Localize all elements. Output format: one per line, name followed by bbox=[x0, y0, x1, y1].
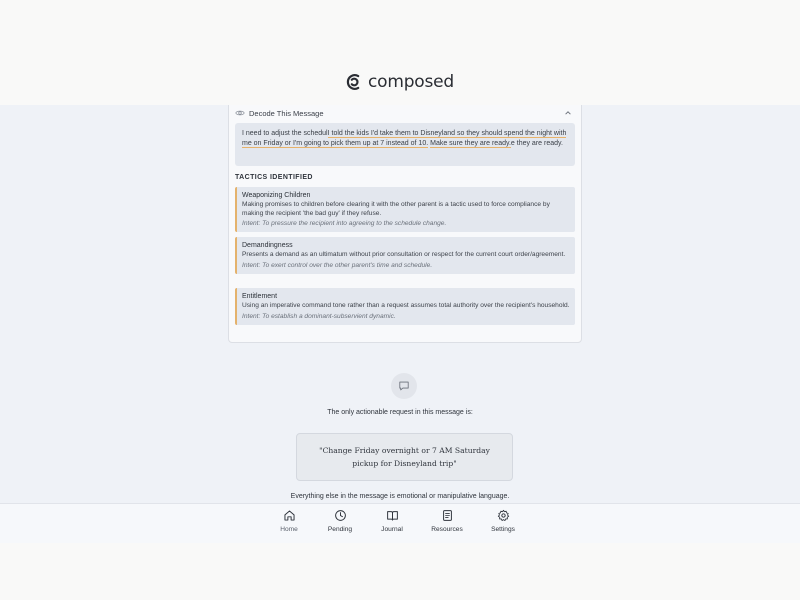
gear-icon bbox=[497, 509, 510, 522]
nav-item-journal[interactable] bbox=[367, 509, 417, 533]
home-icon bbox=[283, 509, 296, 522]
actionable-label: The only actionable request in this message is: bbox=[327, 409, 473, 416]
tactic-intent: Intent: To pressure the recipient into agreeing to the schedule change. bbox=[242, 220, 447, 227]
nav-item-pending[interactable] bbox=[315, 509, 365, 533]
tactic-intent: Intent: To exert control over the other parent's time and schedule. bbox=[242, 261, 433, 269]
clock-icon bbox=[334, 509, 347, 522]
chevron-up-icon[interactable] bbox=[564, 109, 572, 117]
page-footer-area bbox=[0, 543, 800, 600]
book-icon bbox=[386, 509, 399, 522]
tactic-description: Using an imperative command tone rather than a request assumes total authority over the recipient's household. bbox=[242, 302, 570, 309]
eye-icon bbox=[235, 108, 245, 118]
chat-bubble-badge bbox=[391, 373, 417, 399]
nav-label: Settings bbox=[491, 526, 515, 533]
document-icon bbox=[441, 509, 454, 522]
main-content[interactable] bbox=[0, 105, 800, 503]
actionable-quote-box bbox=[296, 433, 513, 481]
tactic-card bbox=[235, 187, 575, 232]
highlighted-phrase: with me on Friday or I'm going to pick them up at 7 instead of 10. bbox=[242, 130, 567, 147]
nav-item-resources[interactable] bbox=[422, 509, 472, 533]
emotional-language-note: Everything else in the message is emotional or manipulative language. bbox=[290, 493, 510, 500]
decode-title: Decode This Message bbox=[249, 108, 324, 118]
tactics-heading: TACTICS IDENTIFIED bbox=[235, 174, 313, 181]
nav-item-home[interactable] bbox=[264, 509, 314, 533]
tactic-name: Weaponizing Children bbox=[242, 192, 311, 199]
tactic-intent: Intent: To establish a dominant-subservient dynamic. bbox=[242, 312, 396, 320]
nav-label: Pending bbox=[327, 526, 353, 533]
tactic-description: Making promises to children before clearing it with the other parent is a tactic used to force compliance by making the recipient 'the bad guy' if they refuse. bbox=[242, 201, 550, 217]
nav-label: Home bbox=[280, 526, 298, 533]
highlighted-phrase: I told the kids I'd take them to Disneyland bbox=[327, 130, 456, 137]
nav-item-settings[interactable] bbox=[478, 509, 528, 533]
tactic-description: Presents a demand as an ultimatum without prior consultation or respect for the current court order/agreement. bbox=[242, 251, 566, 258]
app-header bbox=[0, 0, 800, 105]
tactic-name: Entitlement bbox=[242, 293, 278, 300]
tactic-card bbox=[235, 288, 575, 325]
nav-label: Resources bbox=[431, 526, 463, 533]
brand-name: composed bbox=[368, 72, 455, 92]
message-text: I need to adjust the schedul bbox=[242, 130, 328, 137]
decode-card bbox=[228, 105, 582, 343]
highlighted-phrase: Make sure they are ready. bbox=[430, 140, 511, 147]
decode-toggle[interactable] bbox=[235, 106, 575, 120]
composed-logo-icon bbox=[344, 71, 366, 93]
brand-logo[interactable] bbox=[344, 71, 454, 93]
tactic-name: Demandingness bbox=[242, 242, 293, 249]
original-message bbox=[235, 123, 575, 166]
chat-bubble-icon bbox=[398, 380, 410, 392]
message-text: e they are ready. bbox=[510, 140, 563, 147]
actionable-quote: "Change Friday overnight or 7 AM Saturday pickup for Disneyland trip" bbox=[319, 446, 490, 468]
highlighted-phrase: so they should spend the night bbox=[455, 130, 552, 137]
bottom-nav bbox=[0, 503, 800, 543]
nav-label: Journal bbox=[381, 526, 403, 533]
tactic-card bbox=[235, 237, 575, 274]
